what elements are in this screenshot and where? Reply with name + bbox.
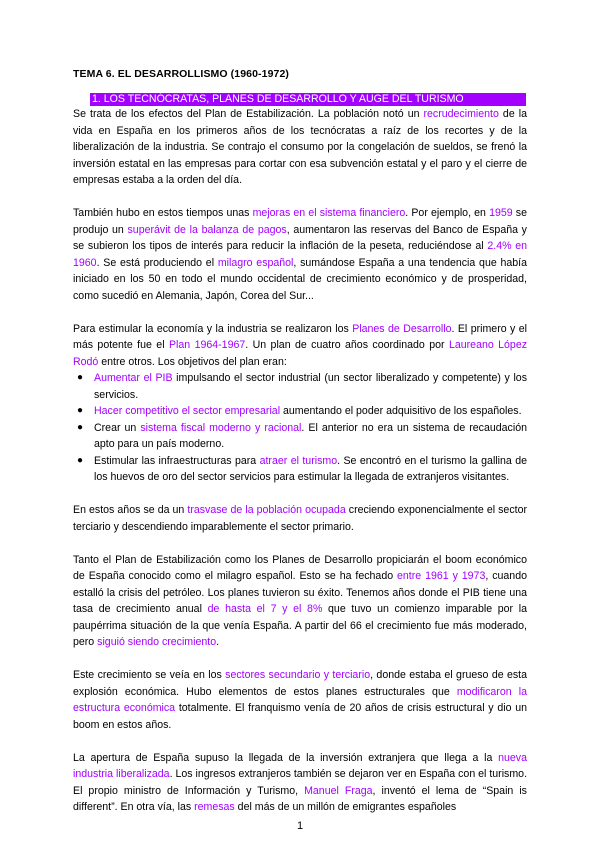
highlighted-text: sistema fiscal moderno y racional bbox=[140, 421, 302, 434]
highlighted-text: Manuel Fraga bbox=[304, 784, 373, 797]
document-page bbox=[73, 68, 527, 816]
highlighted-text: Hacer competitivo el sector empresarial bbox=[94, 405, 281, 417]
highlighted-text: trasvase de la población ocupada bbox=[187, 504, 346, 516]
highlighted-text: recrudecimiento bbox=[423, 108, 499, 120]
paragraph: Se trata de los efectos del Plan de Estabilización. La población notó un recrudecimiento de la vida en España en los primeros años de los tecnócratas a raíz de los recortes y de la liberalización de la industria. Se contrajo el consumo por la congelación de sueldos, se frenó la inversión estatal en las empresas para cortar con esa subvención estatal y el paro y el cierre de empresas estaba a la orden del día. bbox=[73, 108, 527, 186]
list-item: ● Crear un sistema fiscal moderno y racional. El anterior no era un sistema de recaudación apto para un país moderno. bbox=[77, 421, 527, 450]
objectives-list bbox=[73, 370, 527, 486]
highlighted-text: remesas bbox=[194, 801, 235, 813]
highlighted-text: atraer el turismo bbox=[259, 454, 338, 467]
bullet-icon: ● bbox=[77, 454, 84, 466]
bullet-icon: ● bbox=[77, 421, 84, 433]
list-item: ● Aumentar el PIB impulsando el sector industrial (un sector liberalizado y competente) y los servicios. bbox=[77, 372, 527, 401]
paragraph: En estos años se da un trasvase de la población ocupada creciendo exponencialmente el sector terciario y descendiendo imparablemente el sector primario. bbox=[73, 504, 527, 533]
document-title: TEMA 6. EL DESARROLLISMO (1960-1972) bbox=[73, 68, 289, 80]
list-item: ● Hacer competitivo el sector empresarial aumentando el poder adquisitivo de los españoles. bbox=[73, 403, 527, 420]
highlighted-text: sectores secundario y terciario bbox=[225, 669, 371, 681]
highlighted-text: Plan 1964-1967 bbox=[168, 339, 246, 351]
paragraph: Este crecimiento se veía en los sectores secundario y terciario, donde estaba el grueso de esta explosión económica. Hubo elementos de estos planes estructurales que modificaron la estructura económica totalmente. El franquismo venía de 20 años de crisis estructural y dio un boom en estos años. bbox=[73, 669, 527, 731]
highlighted-text: Aumentar el PIB bbox=[94, 372, 173, 384]
highlighted-text: entre 1961 y 1973 bbox=[397, 570, 486, 582]
paragraph: La apertura de España supuso la llegada de la inversión extranjera que llega a la nueva industria liberalizada. Los ingresos extranjeros también se dejaron ver en España con el turismo. El propio ministro de Información y Turismo, Manuel Fraga, inventó el lema de “Spain is different”. En otra vía, las remesas del más de un millón de emigrantes españoles bbox=[73, 751, 528, 813]
highlighted-text: mejoras en el sistema financiero bbox=[252, 207, 406, 219]
paragraph: También hubo en estos tiempos unas mejoras en el sistema financiero. Por ejemplo, en 1959 se produjo un superávit de la balanza de pagos, aumentaron las reservas del Banco de España y se subieron los tipos de interés para reducir la inflación de la peseta, reduciéndose al 2.4% en 1960. Se está produciendo el milagro español, sumándose España a una tendencia que había iniciado en los 50 en todo el mundo occidental de crecimiento económico y de prosperidad, como sucedió en Alemania, Japón, Corea del Sur... bbox=[73, 207, 528, 302]
section-heading: 1. LOS TECNÓCRATAS, PLANES DE DESARROLLO Y AUGE DEL TURISMO bbox=[90, 93, 526, 106]
page-number: 1 bbox=[296, 820, 304, 832]
bullet-icon: ● bbox=[77, 405, 84, 416]
highlighted-text: nueva industria liberalizada bbox=[73, 751, 527, 780]
highlighted-text: de hasta el 7 y el 8% bbox=[207, 603, 323, 615]
paragraph: Tanto el Plan de Estabilización como los Planes de Desarrollo propiciarán el boom económico de España conocido como el milagro español. Esto se ha fechado entre 1961 y 1973, cuando estalló la crisis del petróleo. Los planes tuvieron su éxito. Tenemos años donde el PIB tiene una tasa de crecimiento anual de hasta el 7 y el 8% que tuvo un comienzo imparable por la paupérrima situación de la que venía España. A partir del 66 el crecimiento fue más moderado, pero siguió siendo crecimiento. bbox=[73, 553, 527, 648]
bullet-icon: ● bbox=[77, 372, 84, 383]
highlighted-text: Laureano López Rodó bbox=[73, 339, 528, 368]
highlighted-text: milagro español bbox=[217, 256, 294, 269]
highlighted-text: Planes de Desarrollo bbox=[352, 322, 452, 335]
paragraph: Para estimular la economía y la industria se realizaron los Planes de Desarrollo. El primero y el más potente fue el Plan 1964-1967. Un plan de cuatro años coordinado por Laureano López Rodó entre otros. Los objetivos del plan eran: bbox=[73, 322, 528, 368]
list-item: ● Estimular las infraestructuras para atraer el turismo. Se encontró en el turismo la gallina de los huevos de oro del sector servicios para estimular la llegada de extranjeros visitantes. bbox=[77, 454, 527, 483]
highlighted-text: modificaron la estructura económica bbox=[73, 685, 527, 714]
highlighted-text: superávit de la balanza de pagos bbox=[127, 223, 287, 236]
highlighted-text: 1959 bbox=[489, 207, 513, 219]
highlighted-text: 2.4% en 1960 bbox=[73, 240, 528, 269]
highlighted-text: siguió siendo crecimiento bbox=[97, 636, 217, 648]
